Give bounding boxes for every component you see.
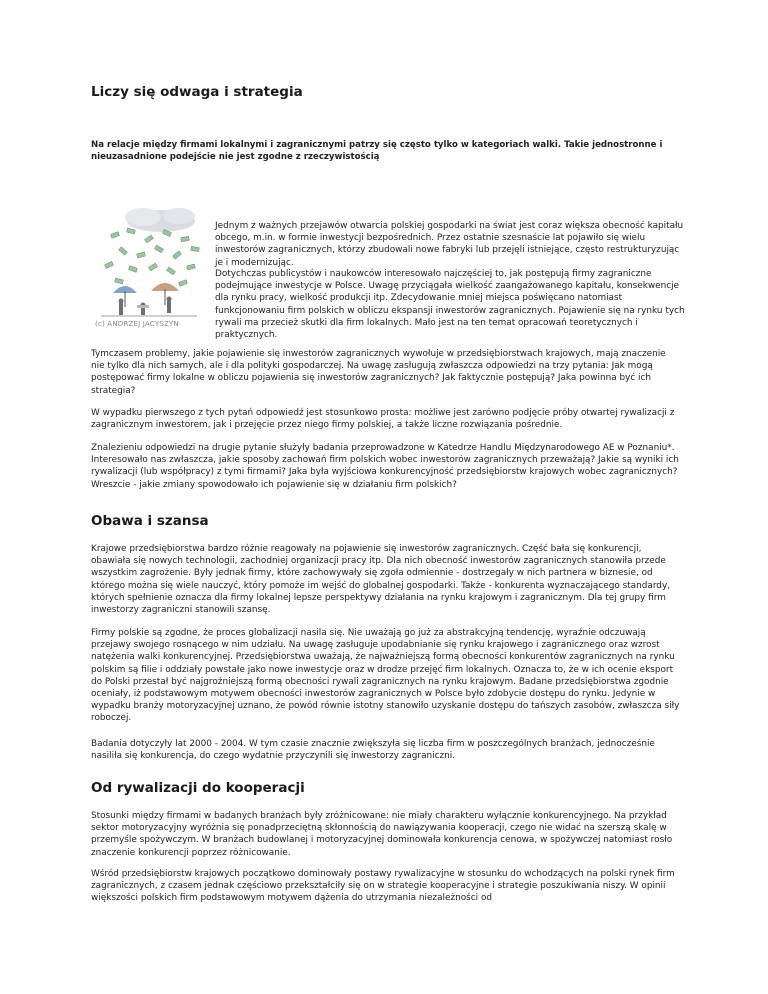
body-paragraph: Krajowe przedsiębiorstwa bardzo różnie reagowały na pojawienie się inwestorów zagranicznych. Część bała się konkurencji, obawiała się nowych technologii, zachodniej organizacji pracy itp. Dla nich obecność inwestorów zagranicznych stanowiła przede wszystkim zagrożenie. Były jednak firmy, które zachowywały się zgoła odmiennie - dostrzegały w nich partnera w biznesie, od którego można się wiele nauczyć, który pomoże im wejść do globalnej gospodarki. Także - konkurenta wyznaczającego standardy, których spełnienie oznacza dla firmy lokalnej lepsze perspektywy działania na rynku krajowym i zagranicznym. Dla tej grupy firm inwestorzy zagraniczni stanowili szansę. xyxy=(91,544,671,616)
body-paragraph: W wypadku pierwszego z tych pytań odpowiedź jest stosunkowo prosta: możliwe jest zarówno podjęcie próby otwartej rywalizacji z zagranicznym inwestorem, jak i przejęcie przez niego firmy polskiej, a także liczne rozwiązania pośrednie. xyxy=(91,408,675,431)
section-heading: Obawa i szansa xyxy=(91,513,209,529)
body-paragraph: Stosunki między firmami w badanych branżach były zróżnicowane: nie miały charakteru wyłącznie konkurencyjnego. Na przykład sektor motoryzacyjny wyróżnia się ponadprzeciętną skłonnością do nawiązywania kooperacji, czego nie widać na szerszą skalę w przemyśle spożywczym. W branżach budowlanej i motoryzacyjnej dominowała konkurencja cenowa, w spożywczej natomiast rosło znaczenie konkurencji poprzez różnicowanie. xyxy=(91,811,673,858)
body-paragraph: Znalezieniu odpowiedzi na drugie pytanie służyły badania przeprowadzone w Katedrze Handlu Międzynarodowego AE w Poznaniu*. Interesowało nas zwłaszcza, jakie sposoby zachowań firm polskich wobec inwestorów zagranicznych przeważają? Jakie są wyniki ich rywalizacji (lub współpracy) z tymi firmami? Jaka była wyjściowa konkurencyjność przedsiębiorstw krajowych wobec zagranicznych? Wreszcie - jakie zmiany spowodowało ich pojawienie się w działaniu firm polskich? xyxy=(91,443,679,490)
body-paragraph: Wśród przedsiębiorstw krajowych początkowo dominowały postawy rywalizacyjne w stosunku do wchodzących na polski rynek firm zagranicznych, z czasem jednak częściowo przekształciły się on w strategie kooperacyjne i strategie poszukiwania niszy. W opinii większości polskich firm podstawowym motywem dążenia do utrzymania niezależności od xyxy=(91,869,675,904)
article-title: Liczy się odwaga i strategia xyxy=(91,84,303,100)
intro-paragraph: Jednym z ważnych przejawów otwarcia polskiej gospodarki na świat jest coraz większa obecność kapitału obcego, m.in. w formie inwestycji bezpośrednich. Przez ostatnie szesnaście lat pojawiło się wielu inwestorów zagranicznych, którzy zbudowali nowe fabryki lub przejęli istniejące, często restrukturyzując je i modernizując. xyxy=(215,221,684,268)
intro-paragraph: Dotychczas publicystów i naukowców interesowało najczęściej to, jak postępują firmy zagraniczne podejmujące inwestycje w Polsce. Uwagę przyciągała wielkość zaangażowanego kapitału, konsekwencje dla rynku pracy, wielkość produkcji itp. Zdecydowanie mniej miejsca poświęcano natomiast funkcjonowaniu firm polskich w obliczu ekspansji inwestorów zagranicznych. Pojawienie się na rynku tych rywali ma przecież skutki dla firm lokalnych. Mało jest na ten temat opracowań teoretycznych i praktycznych. xyxy=(215,269,685,341)
image-caption: (c) ANDRZEJ JACYSZYN xyxy=(95,319,179,328)
money-rain-illustration xyxy=(91,207,209,331)
body-paragraph: Firmy polskie są zgodne, że proces globalizacji nasila się. Nie uważają go już za abstrakcyjną tendencję, wyraźnie odczuwają przejawy swojego rosnącego w nim udziału. Na uwagę zasługuje upodabnianie się rynku krajowego i zagranicznego oraz wzrost natężenia walki konkurencyjnej. Przedsiębiorstwa uważają, że najważniejszą formą obecności konkurentów zagranicznych na rynku polskim są filie i oddziały powstałe jako nowe inwestycje oraz w drodze przejęć firm lokalnych. Oznacza to, że w ich ocenie eksport do Polski przestał być najgroźniejszą formą obecności rywali zagranicznych na rynku krajowym. Badane przedsiębiorstwa zgodnie oceniały, iż podstawowym motywem obecności inwestorów zagranicznych w Polsce było zdobycie dostępu do rynku. Jedynie w wypadku branży motoryzacyjnej uznano, że powód równie istotny stanowiło uzyskanie dostępu do tańszych zasobów, zwłaszcza siły roboczej. xyxy=(91,628,680,724)
body-paragraph: Badania dotyczyły lat 2000 - 2004. W tym czasie znacznie zwiększyła się liczba firm w poszczególnych branżach, jednocześnie nasiliła się konkurencja, do czego wydatnie przyczynili się inwestorzy zagraniczni. xyxy=(91,739,655,762)
body-paragraph: Tymczasem problemy, jakie pojawienie się inwestorów zagranicznych wywołuje w przedsiębiorstwach krajowych, mają znaczenie nie tylko dla nich samych, ale i dla polityki gospodarczej. Na uwagę zasługują zwłaszcza odpowiedzi na trzy pytania: Jak mogą postępować firmy lokalne w obliczu pojawienia się inwestorów zagranicznych? Jak faktycznie postępują? Jaka powinna być ich strategia? xyxy=(91,349,666,396)
section-heading: Od rywalizacji do kooperacji xyxy=(91,780,305,796)
article-lead: Na relacje między firmami lokalnymi i zagranicznymi patrzy się często tylko w kategoriach walki. Takie jednostronne i nieuzasadnione podejście nie jest zgodne z rzeczywistością xyxy=(91,140,663,162)
